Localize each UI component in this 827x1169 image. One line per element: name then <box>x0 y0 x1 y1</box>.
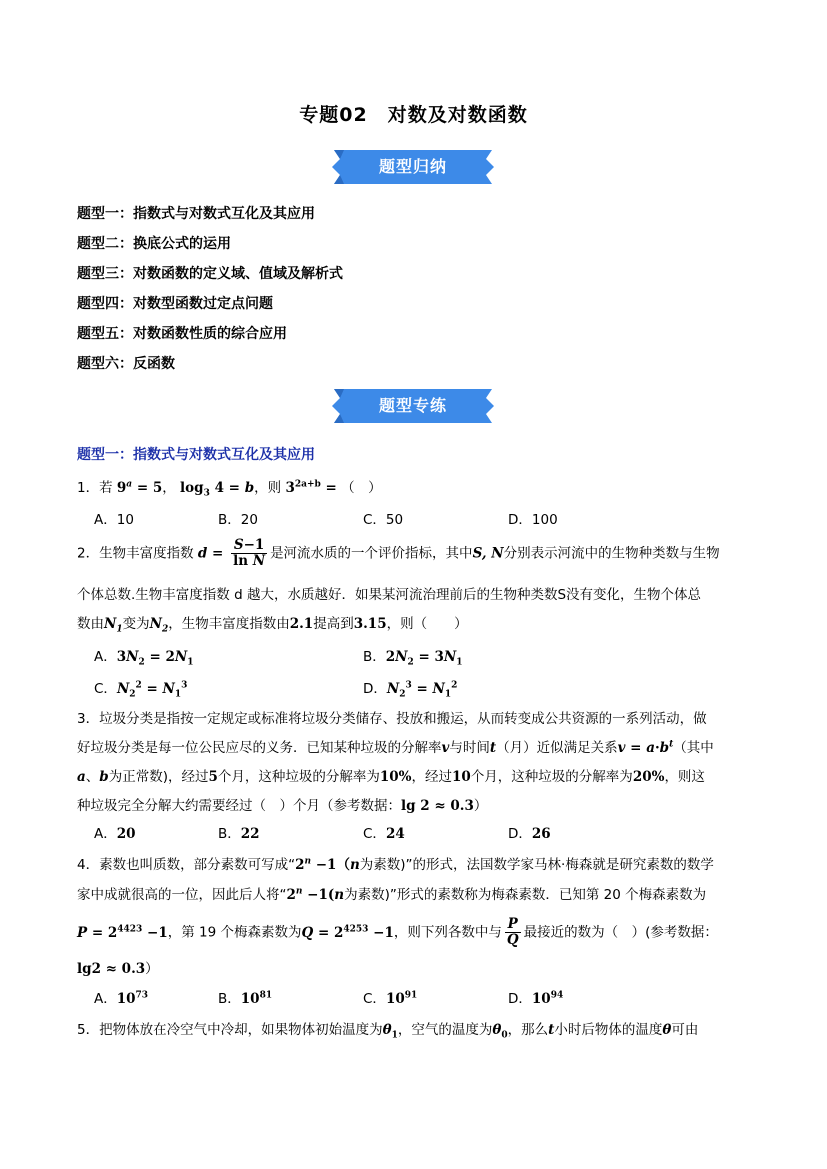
option-a: A．$10^{73}$ <box>94 990 149 1007</box>
option-b: B．22 <box>218 826 260 842</box>
topic-item: 题型五：对数函数性质的综合应用 <box>77 326 287 342</box>
topic-item: 题型三：对数函数的定义域、值域及解析式 <box>77 266 343 282</box>
formula: S, N <box>472 545 504 562</box>
option-c: C．$10^{91}$ <box>363 990 418 1007</box>
option-d: D．26 <box>508 826 551 842</box>
section-banner-practice <box>330 385 496 427</box>
question-3-line-4: 种垃圾完全分解大约需要经过（ ）个月（参考数据：lg 2 ≈ 0.3） <box>77 798 488 814</box>
question-3-line-2: 好垃圾分类是每一位公民应尽的义务．已知某种垃圾的分解率v与时间t（月）近似满足关系$v = a\cdot b^t$（其中 <box>77 739 714 756</box>
option-d: D．$N_2^3 = N_1^2$ <box>363 680 458 700</box>
banner-label: 题型专练 <box>378 396 447 415</box>
formula: $N_2$ <box>149 616 169 635</box>
topic-item: 题型六：反函数 <box>77 356 175 372</box>
question-3-line-3: a、b为正常数)，经过5个月，这种垃圾的分解率为10%，经过10个月，这种垃圾的分解率为20%，则这 <box>77 769 705 785</box>
option-b: B．$10^{81}$ <box>218 990 273 1007</box>
section-heading: 题型一：指数式与对数式互化及其应用 <box>77 447 315 463</box>
option-d: D．100 <box>508 512 558 528</box>
option-b: B．$2N_2 = 3N_1$ <box>363 649 463 668</box>
question-4-line-3: $P = 2^{4423} -1$，第 19 个梅森素数为$Q = 2^{4253} -1$，则下列各数中与 $\frac{P}{Q}$ 最接近的数为（ ）(参考数据： <box>77 916 718 948</box>
question-5-line-1: 5．把物体放在冷空气中冷却，如果物体初始温度为$\theta_1$，空气的温度为$\theta_0$，那么t小时后物体的温度θ可由 <box>77 1022 699 1041</box>
question-2-line-2: 个体总数.生物丰富度指数 d 越大，水质越好．如果某河流治理前后的生物种类数S没有变化，生物个体总 <box>77 587 702 603</box>
question-2-line-3: 数由$N_1$变为$N_2$，生物丰富度指数由2.1提高到3.15，则（ ） <box>77 616 468 635</box>
formula: $N_1$ <box>104 616 123 635</box>
option-a: A．$3N_2 = 2N_1$ <box>94 649 194 668</box>
fraction: $\frac{S-1}{\text{ln N}}$ <box>233 537 266 569</box>
question-3-line-1: 3．垃圾分类是指按一定规定或标准将垃圾分类储存、投放和搬运，从而转变成公共资源的一系列活动，做 <box>77 711 707 727</box>
option-a: A．20 <box>94 826 136 842</box>
question-2-line-1: 2．生物丰富度指数 d = $\frac{S-1}{\text{ln N}}$ 是河流水质的一个评价指标，其中S, N分别表示河流中的生物种类数与生物 <box>77 537 720 569</box>
option-b: B．20 <box>218 512 258 528</box>
formula: d <box>197 545 208 562</box>
question-4-line-4: lg2 ≈ 0.3） <box>77 961 159 977</box>
formula: $3^{2a+b}$ = <box>285 479 337 496</box>
question-4-line-1: 4．素数也叫质数，部分素数可写成“$2^n -1(n$为素数)”的形式，法国数学家马林·梅森就是研究素数的数学 <box>77 856 714 873</box>
option-a: A．10 <box>94 512 134 528</box>
question-4-line-2: 家中成就很高的一位，因此后人将“$2^n -1(n$为素数)”形式的素数称为梅森素数．已知第 20 个梅森素数为 <box>77 886 707 903</box>
topic-item: 题型一：指数式与对数式互化及其应用 <box>77 206 315 222</box>
topic-item: 题型四：对数型函数过定点问题 <box>77 296 273 312</box>
option-d: D．$10^{94}$ <box>508 990 564 1007</box>
section-banner-summary <box>330 146 496 188</box>
banner-label: 题型归纳 <box>378 157 447 176</box>
formula: $\log_3 4 = b$ <box>180 480 255 499</box>
option-c: C．24 <box>363 826 405 842</box>
question-1-stem: 1．若 $9^a = 5$， $\log_3 4 = b$，则 $3^{2a+b}$ = （ ） <box>77 479 382 499</box>
page-title: 专题02 对数及对数函数 <box>299 104 528 126</box>
option-c: C．50 <box>363 512 404 528</box>
option-c: C．$N_2^2 = N_1^3$ <box>94 680 188 700</box>
topic-item: 题型二：换底公式的运用 <box>77 236 231 252</box>
topic-list <box>77 201 343 381</box>
formula: $9^a = 5$ <box>116 479 163 496</box>
